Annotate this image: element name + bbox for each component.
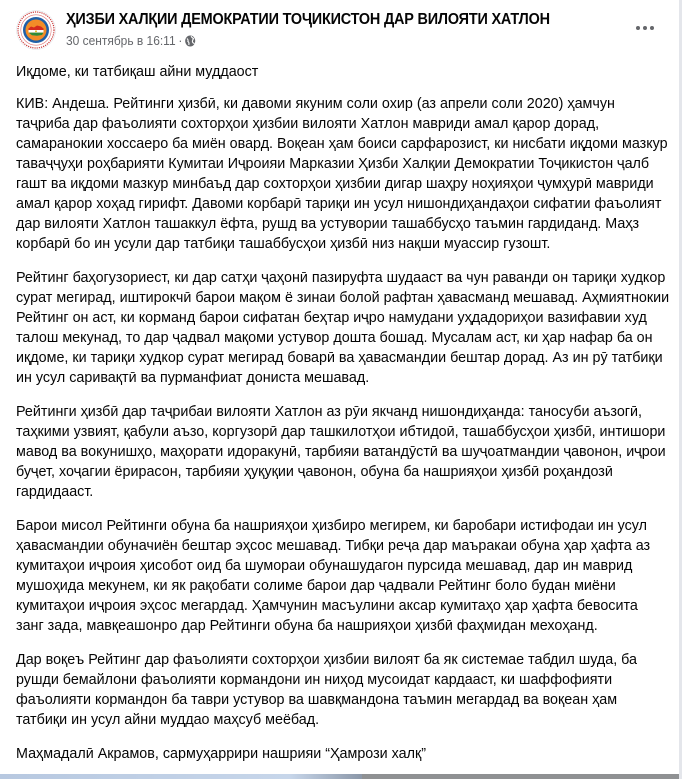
post-paragraph: Барои мисол Рейтинги обуна ба нашрияҳои ҳизбиро мегирем, ки баробари истифодаи ин усул ҳавасмандии обуначиён бештар эҳсос мешавад. Тибқи реҷа дар маъракаи обуна ҳар ҳафта аз кумитаҳои иҷроия ҳисобот оид ба шумораи обунашудагон пурсида мешавад, дар ин маврид мушоҳида мекунем, ки як рақобати солиме барои дар ҷадвали Рейтинг боло будан миёни кумитаҳои иҷроия эҳсос мегардад. Ҳамчунин масъулини аксар кумитаҳо ҳар ҳафта бевосита занг зада, мавқеашонро дар Рейтинги обуна ба нашрияҳои ҳизбӣ фаҳмидан мехоҳанд. xyxy=(16,517,651,634)
globe-icon[interactable] xyxy=(185,35,196,47)
post-header xyxy=(16,10,663,52)
post-paragraph: Дар воқеъ Рейтинг дар фаъолияти сохторҳои ҳизбии вилоят ба як системае табдил шуда, ба рушди бемайлони фаъолияти кормандони ин ниҳод мусоидат кардааст, ки шаффофияти фаъолияти кормандон ба таври устувор ва шавқмандона таъмин мегардад ва воқеан ҳам татбиқи ин усул айни муддао маҳсуб меёбад. xyxy=(16,651,638,728)
post-paragraph: Рейтинги ҳизбӣ дар таҷрибаи вилояти Хатлон аз рӯи якчанд нишондиҳанда: таносуби аъзогӣ, таҳкими узвият, қабули аъзо, коргузорӣ дар ташкилотҳои ибтидоӣ, ташаббусҳои ҳизбӣ, интишори мавод ва вокунишҳо, маҳорати идоракунӣ, тарбияи ватандӯстӣ ва шуҷоатмандии ҷавонон, иҷрои буҷет, хоҷагии ёрирасон, тарбияи ҳуқуқии ҷавонон, обуна ба нашрияҳои ҳизбӣ роҳандозӣ гардидааст. xyxy=(16,403,666,500)
post-headline: Иқдоме, ки татбиқаш айни муддаост xyxy=(16,63,259,80)
post-timestamp[interactable]: 30 сентябрь в 16:11 xyxy=(66,33,176,48)
more-options-button[interactable] xyxy=(627,10,663,46)
post-meta xyxy=(66,33,196,48)
post-paragraph: КИВ: Андеша. Рейтинги ҳизбӣ, ки давоми якуним соли охир (аз апрели соли 2020) ҳамчун таҷриба дар фаъолияти сохторҳои ҳизбии вилояти Хатлон мавриди амал қарор дорад, самаранокии хоссаеро ба миён овард. Воқеан ҳам боиси сарфарозист, ки нисбати иқдоми мазкур таваҷҷуҳи роҳбарияти Кумитаи Иҷроияи Марказии Ҳизби Халқии Демократии Тоҷикистон ҷалб гашт ва иқдоми мазкур минбаъд дар сохторҳои ҳизбии дигар шаҳру ноҳияҳои ҷумҳурӣ мавриди амал қарор хоҳад гирифт. Давоми корбарӣ тариқи ин усул нишондиҳандаҳои сифатии фаъолият дар вилояти Хатлон ташаккул ёфта, рушд ва устувории ташаббусҳо таъмин гардиданд. Маҳз корбарӣ бо ин усули дар татбиқи ташаббусҳои ҳизбӣ низ нақши муассир гузошт. xyxy=(16,95,668,252)
post-signature: Маҳмадалӣ Акрамов, сармуҳаррири нашрияи “Ҳамрози халқ” xyxy=(16,745,427,762)
page-name-link[interactable]: ҲИЗБИ ХАЛҚИИ ДЕМОКРАТИИ ТОҶИКИСТОН ДАР ВИЛОЯТИ ХАТЛОН xyxy=(66,11,550,28)
post-attached-image[interactable] xyxy=(0,774,679,779)
post-paragraph: Рейтинг баҳогузориест, ки дар сатҳи ҷаҳонӣ пазируфта шудааст ва чун раванди он тариқи худкор сурат мегирад, иштирокчӣ барои мақом ё зинаи болой рафтан ҳавасманд мешавад. Аҳмиятнокии Рейтинг он аст, ки корманд барои сифатан беҳтар иҷро намудани уҳдадориҳои вазифавии худ талош мекунад, то дар ҷадвал мақоми устувор дошта бошад. Мусалам аст, ки ҳар нафар ба он иқдоме, ки тариқи худкор сурат мегирад боварӣ ва ҳавасмандии бештар дорад. Аз ин рӯ татбиқи ин усул саривақтӣ ва пурманфиат дониста мешавад. xyxy=(16,269,670,386)
attached-image-right-part xyxy=(362,774,679,779)
meta-separator: · xyxy=(178,33,183,48)
more-options-icon xyxy=(635,25,655,31)
attached-image-left-part xyxy=(0,774,362,779)
party-logo-icon xyxy=(16,10,56,50)
page-avatar[interactable] xyxy=(16,10,56,50)
post-body xyxy=(16,62,670,778)
